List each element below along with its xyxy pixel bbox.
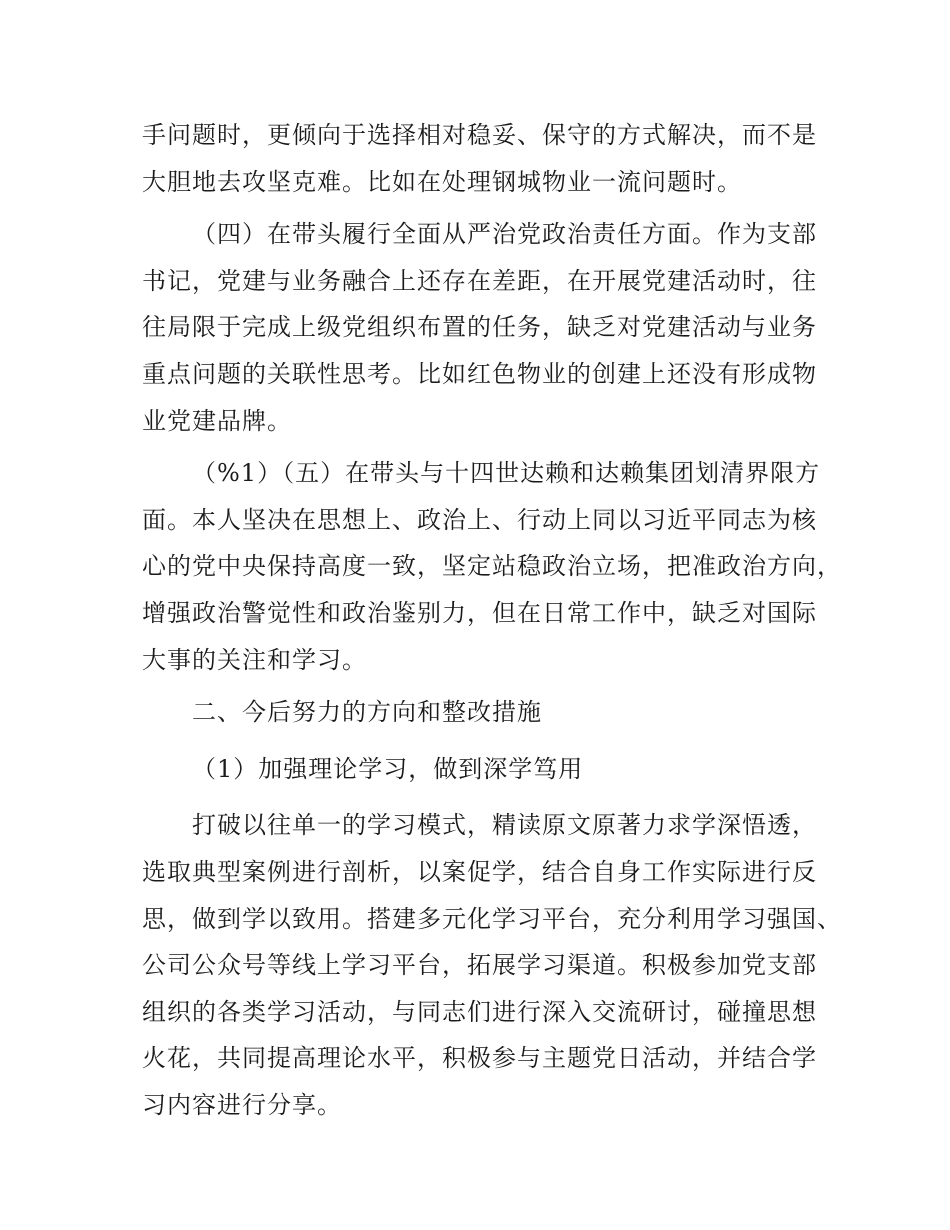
section-heading: 二、今后努力的方向和整改措施 [192, 698, 542, 727]
subsection-heading-one [142, 746, 812, 793]
text-line: 大事的关注和学习。 [142, 645, 367, 674]
text-line: 心的党中央保持高度一致，坚定站稳政治立场，把准政治方向， [142, 552, 842, 581]
text-line: 选取典型案例进行剖析，以案促学，结合自身工作实际进行反 [142, 857, 817, 886]
text-line: 手问题时，更倾向于选择相对稳妥、保守的方式解决，而不是 [142, 121, 817, 149]
text-line: 组织的各类学习活动，与同志们进行深入交流研讨，碰撞思想 [142, 997, 817, 1026]
text-line: （%1）（五）在带头与十四世达赖和达赖集团划清界限方 [192, 459, 821, 488]
text-line: 打破以往单一的学习模式，精读原文原著力求学深悟透， [192, 811, 817, 840]
text-line: 习内容进行分享。 [142, 1090, 342, 1119]
paragraph-section-five [142, 450, 842, 683]
section-heading-two [142, 689, 812, 736]
text-line: 重点问题的关联性思考。比如红色物业的创建上还没有形成物 [142, 359, 817, 388]
text-line: 思，做到学以致用。搭建多元化学习平台，充分利用学习强国、 [142, 904, 842, 933]
text-line: 大胆地去攻坚克难。比如在处理钢城物业一流问题时。 [142, 167, 742, 196]
paragraph-problem-continuation [142, 112, 817, 205]
text-line: 面。本人坚决在思想上、政治上、行动上同以习近平同志为核 [142, 505, 817, 534]
text-line: 书记，党建与业务融合上还存在差距，在开展党建活动时，往 [142, 266, 817, 295]
paragraph-section-four [142, 211, 817, 444]
document-body [142, 112, 842, 1128]
text-line: （四）在带头履行全面从严治党政治责任方面。作为支部 [192, 220, 817, 249]
text-line: 往局限于完成上级党组织布置的任务，缺乏对党建活动与业务 [142, 313, 817, 342]
text-line: 增强政治警觉性和政治鉴别力，但在日常工作中，缺乏对国际 [142, 598, 817, 627]
paragraph-study-measures [142, 802, 842, 1128]
subsection-heading: （1）加强理论学习，做到深学笃用 [192, 754, 584, 783]
text-line: 业党建品牌。 [142, 406, 292, 435]
text-line: 公司公众号等线上学习平台，拓展学习渠道。积极参加党支部 [142, 951, 817, 980]
text-line: 火花，共同提高理论水平，积极参与主题党日活动，并结合学 [142, 1044, 817, 1073]
